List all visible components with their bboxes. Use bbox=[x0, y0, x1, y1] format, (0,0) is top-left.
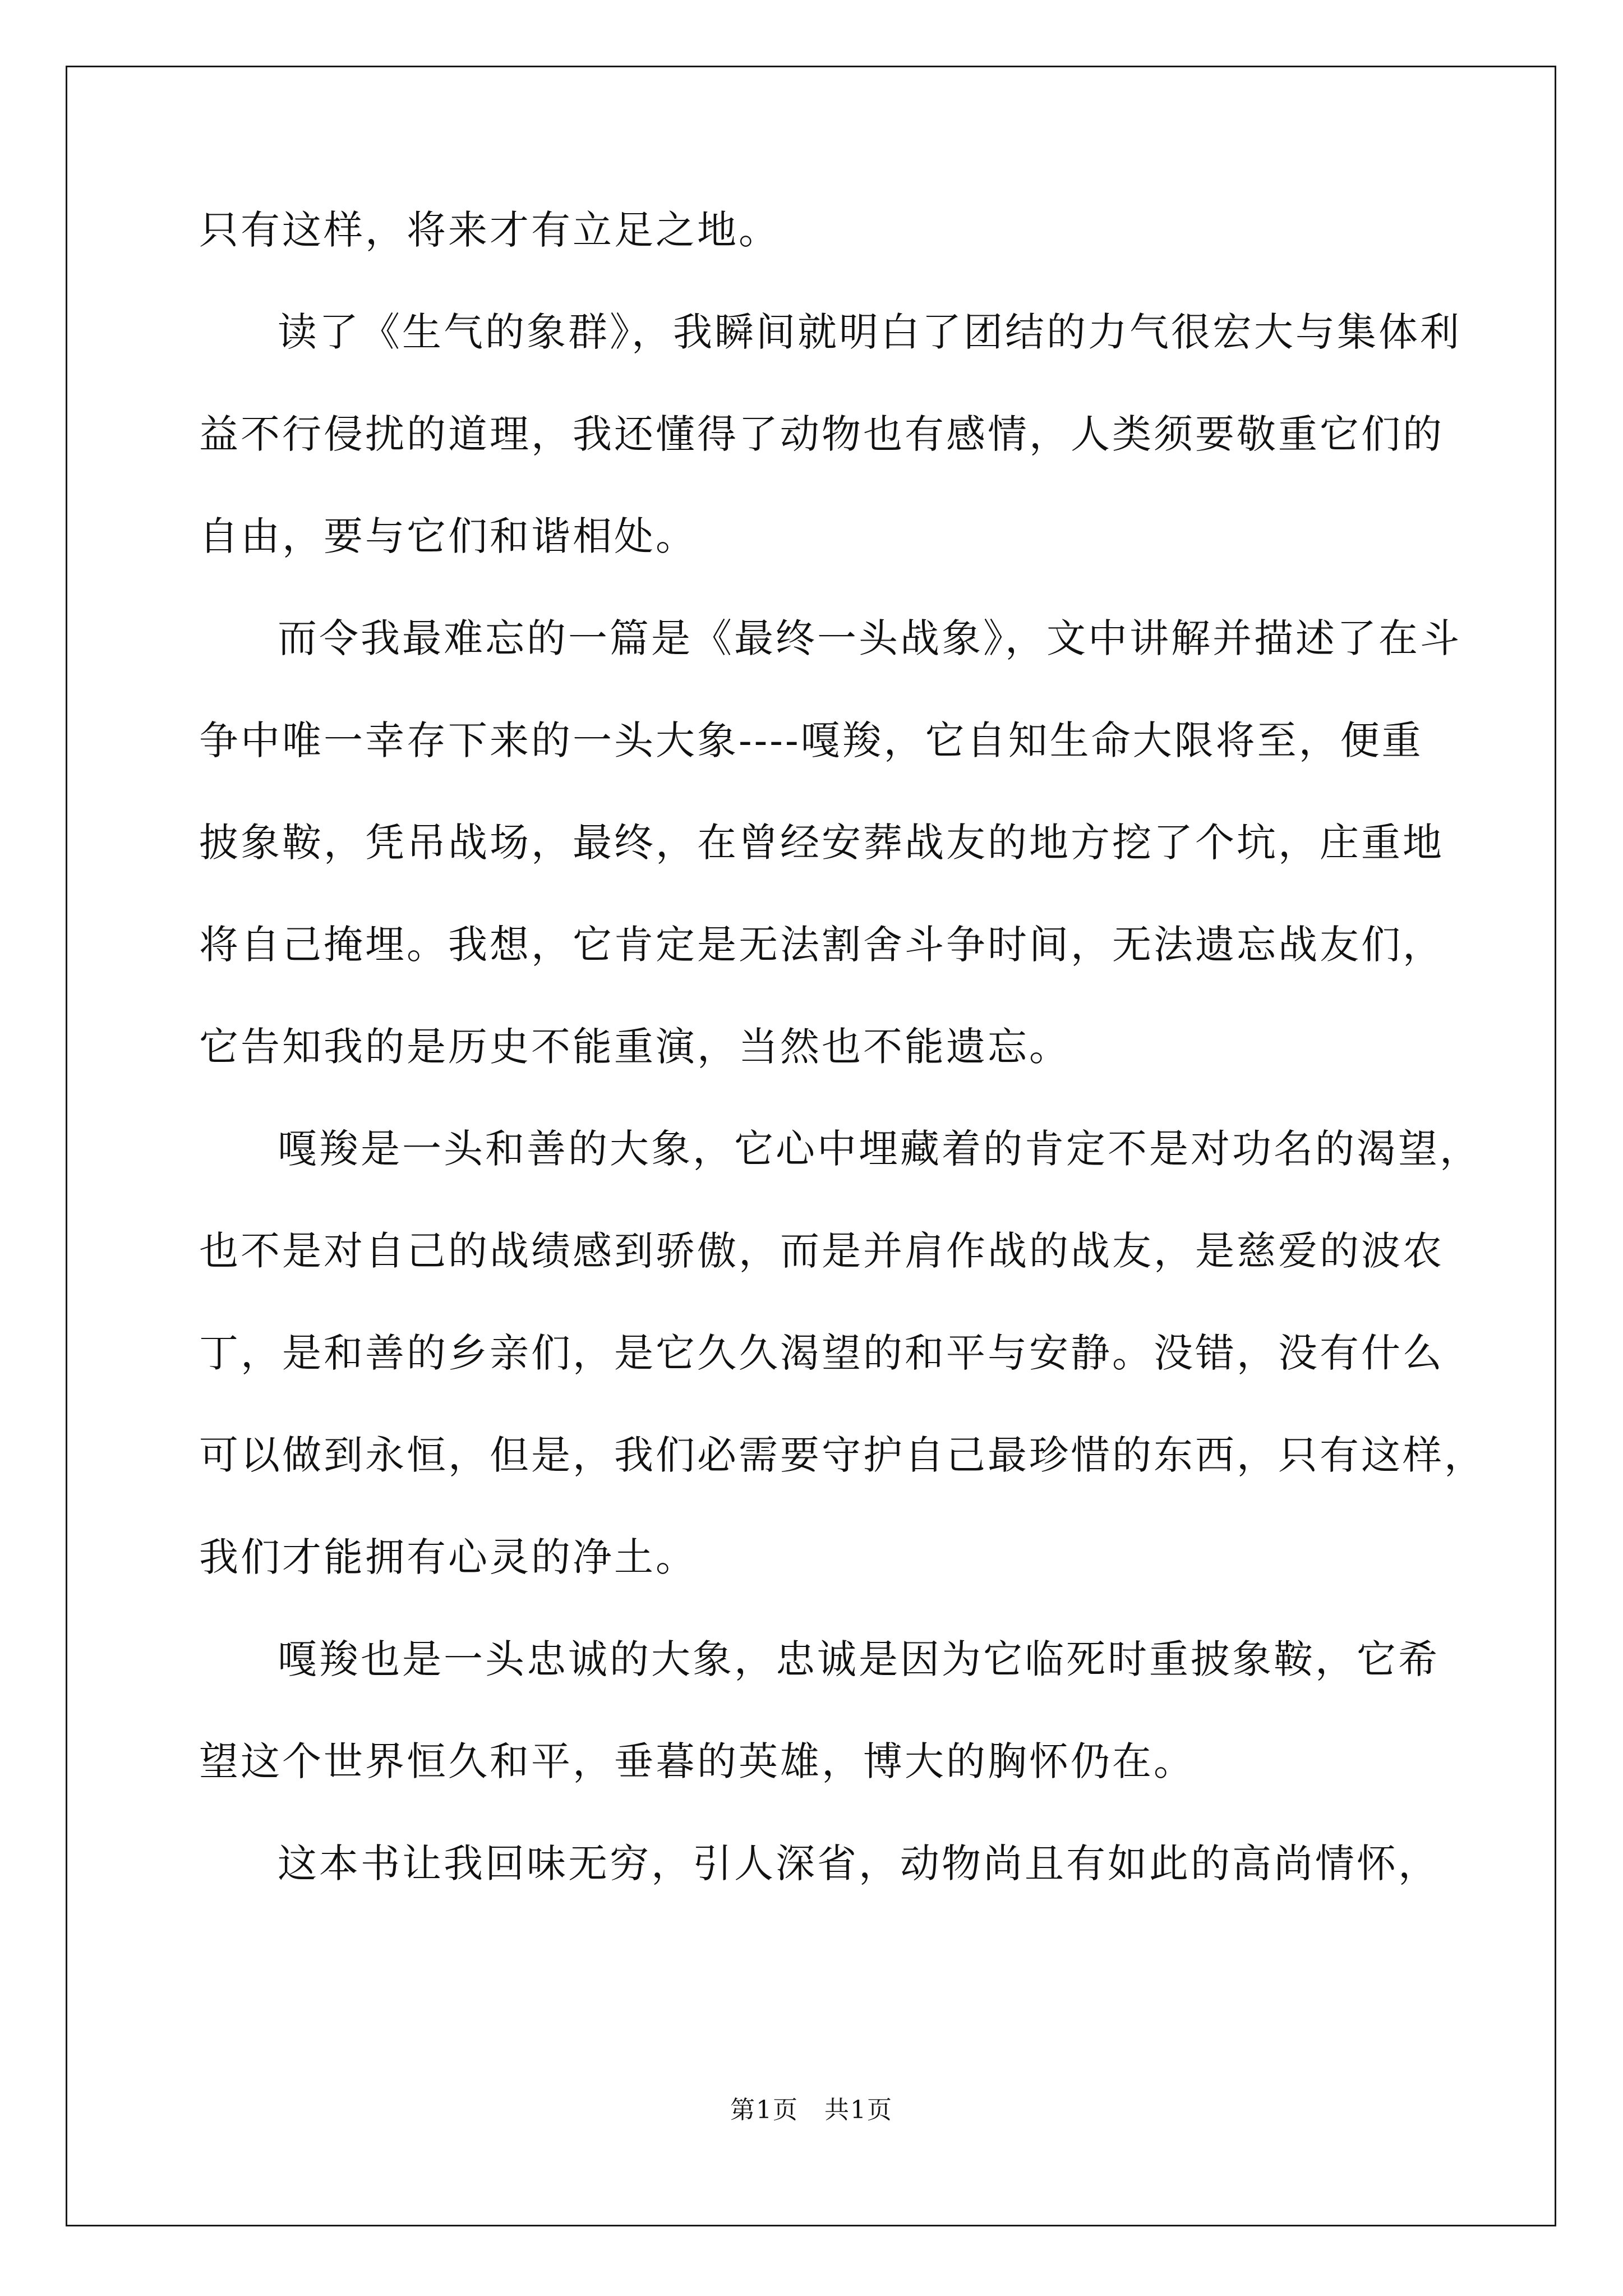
text-line: 自由，要与它们和谐相处。 bbox=[199, 513, 697, 559]
text-line: 披象鞍，凭吊战场，最终，在曾经安葬战友的地方挖了个坑，庄重地 bbox=[199, 820, 1444, 866]
text-line: 也不是对自己的战绩感到骄傲，而是并肩作战的战友，是慈爱的波农 bbox=[199, 1228, 1444, 1274]
text-line: 它告知我的是历史不能重演，当然也不能遗忘。 bbox=[199, 1024, 1071, 1070]
text-line: 只有这样，将来才有立足之地。 bbox=[199, 207, 780, 253]
page-number: 第1页 共1页 bbox=[730, 2096, 893, 2124]
paragraph-first-line: 读了《生气的象群》，我瞬间就明白了团结的力气很宏大与集体利 bbox=[278, 309, 1461, 355]
text-line: 望这个世界恒久和平，垂暮的英雄，博大的胸怀仍在。 bbox=[199, 1738, 1195, 1784]
text-line: 益不行侵扰的道理，我还懂得了动物也有感情，人类须要敬重它们的 bbox=[199, 411, 1444, 457]
text-line: 将自己掩埋。我想，它肯定是无法割舍斗争时间，无法遗忘战友们， bbox=[199, 922, 1444, 968]
text-line: 丁，是和善的乡亲们，是它久久渴望的和平与安静。没错，没有什么 bbox=[199, 1330, 1444, 1376]
paragraph-first-line: 嘎羧是一头和善的大象，它心中埋藏着的肯定不是对功名的渴望， bbox=[278, 1126, 1481, 1172]
paragraph-first-line: 嘎羧也是一头忠诚的大象，忠诚是因为它临死时重披象鞍，它希 bbox=[278, 1636, 1440, 1682]
text-line: 我们才能拥有心灵的净土。 bbox=[199, 1534, 697, 1580]
text-line: 争中唯一幸存下来的一头大象----嘎羧，它自知生命大限将至，便重 bbox=[199, 717, 1423, 763]
text-line: 可以做到永恒，但是，我们必需要守护自己最珍惜的东西，只有这样， bbox=[199, 1432, 1486, 1478]
paragraph-first-line: 而令我最难忘的一篇是《最终一头战象》，文中讲解并描述了在斗 bbox=[278, 615, 1461, 661]
paragraph-first-line: 这本书让我回味无穷，引人深省，动物尚且有如此的高尚情怀， bbox=[278, 1841, 1440, 1887]
